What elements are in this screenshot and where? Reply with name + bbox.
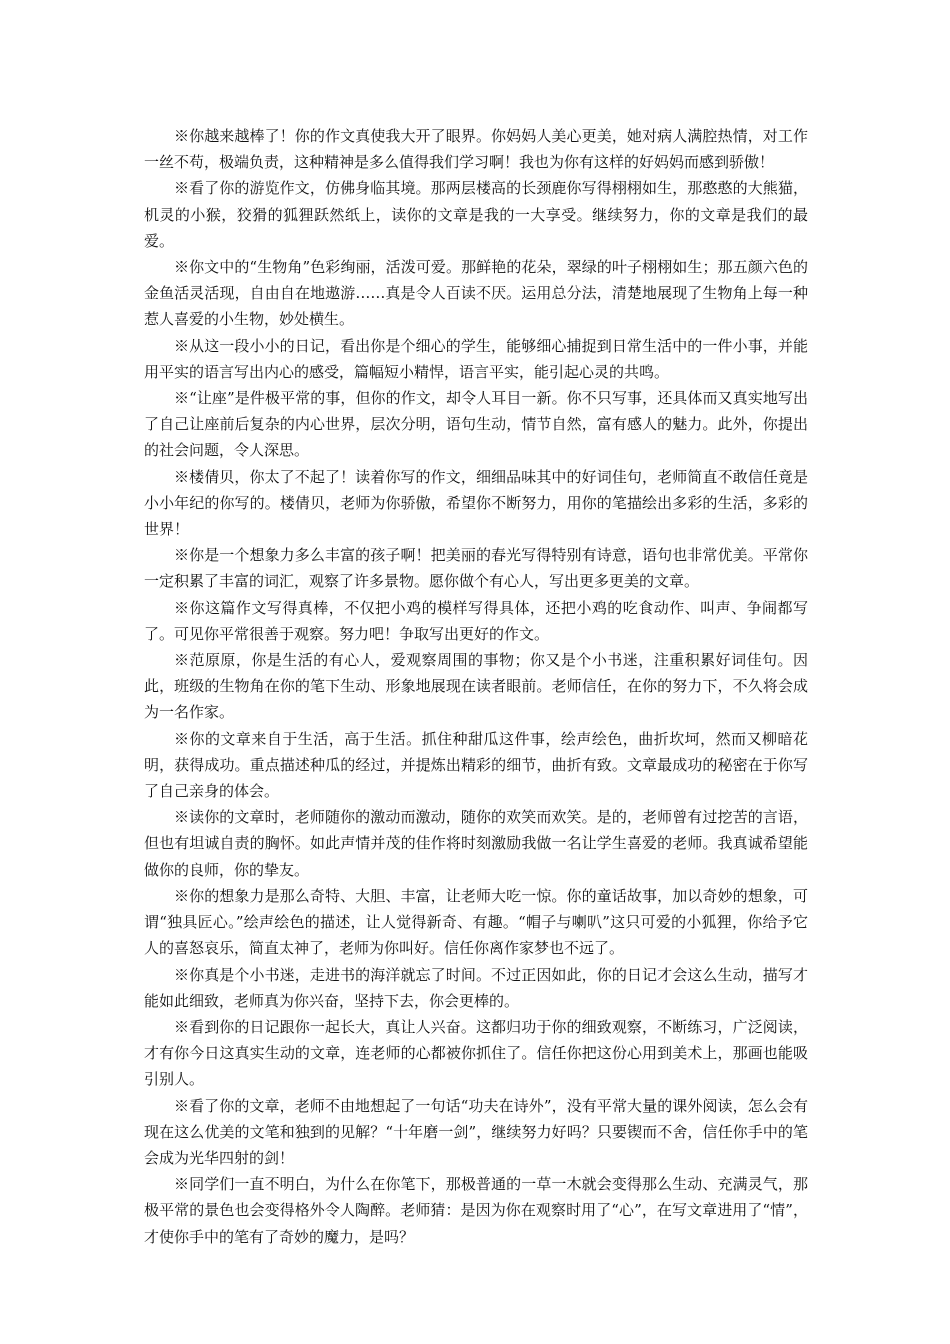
comment-paragraph-8: ※你这篇作文写得真棒，不仅把小鸡的模样写得具体，还把小鸡的吃食动作、叫声、争闹都写了。可见你平常很善于观察。努力吧！争取写出更好的作文。 [144, 598, 808, 643]
comment-paragraph-11: ※读你的文章时，老师随你的激动而激动，随你的欢笑而欢笑。是的，老师曾有过挖苦的言语，但也有坦诚自责的胸怀。如此声情并茂的佳作将时刻激励我做一名让学生喜爱的老师。我真诚希望能做你的良师，你的挚友。 [144, 808, 808, 879]
comment-paragraph-13: ※你真是个小书迷，走进书的海洋就忘了时间。不过正因如此，你的日记才会这么生动，描写才能如此细致，老师真为你兴奋，坚持下去，你会更棒的。 [144, 965, 808, 1010]
comment-paragraph-4: ※从这一段小小的日记，看出你是个细心的学生，能够细心捕捉到日常生活中的一件小事，并能用平实的语言写出内心的感受，篇幅短小精悍，语言平实，能引起心灵的共鸣。 [144, 336, 808, 381]
comment-paragraph-7: ※你是一个想象力多么丰富的孩子啊！把美丽的春光写得特别有诗意，语句也非常优美。平常你一定积累了丰富的词汇，观察了许多景物。愿你做个有心人，写出更多更美的文章。 [144, 546, 808, 591]
comment-paragraph-14: ※看到你的日记跟你一起长大，真让人兴奋。这都归功于你的细致观察，不断练习，广泛阅读，才有你今日这真实生动的文章，连老师的心都被你抓住了。信任你把这份心用到美术上，那画也能吸引别人。 [144, 1017, 808, 1089]
comment-paragraph-16: ※同学们一直不明白，为什么在你笔下，那极普通的一草一木就会变得那么生动、充满灵气，那极平常的景色也会变得格外令人陶醉。老师猜：是因为你在观察时用了“心”，在写文章进用了“情”，才使你手中的笔有了奇妙的魔力，是吗？ [144, 1175, 808, 1246]
comment-paragraph-2: ※看了你的游览作文，仿佛身临其境。那两层楼高的长颈鹿你写得栩栩如生，那憨憨的大熊猫，机灵的小猴，狡猾的狐狸跃然纸上，读你的文章是我的一大享受。继续努力，你的文章是我们的最爱。 [144, 179, 808, 250]
comment-paragraph-6: ※楼倩贝，你太了不起了！读着你写的作文，细细品味其中的好词佳句，老师简直不敢信任竟是小小年纪的你写的。楼倩贝，老师为你骄傲，希望你不断努力，用你的笔描绘出多彩的生活，多彩的世界！ [144, 467, 808, 539]
document-body [144, 123, 808, 1250]
comment-paragraph-3: ※你文中的“生物角”色彩绚丽，活泼可爱。那鲜艳的花朵，翠绿的叶子栩栩如生；那五颜六色的金鱼活灵活现，自由自在地遨游……真是令人百读不厌。运用总分法，清楚地展现了生物角上每一种惹人喜爱的小生物，妙处横生。 [144, 258, 808, 329]
comment-paragraph-12: ※你的想象力是那么奇特、大胆、丰富，让老师大吃一惊。你的童话故事，加以奇妙的想象，可谓“独具匠心。”绘声绘色的描述，让人觉得新奇、有趣。“帽子与喇叭”这只可爱的小狐狸，你给予它人的喜怒哀乐，简直太神了，老师为你叫好。信任你离作家梦也不远了。 [144, 886, 808, 958]
comment-paragraph-1: ※你越来越棒了！你的作文真使我大开了眼界。你妈妈人美心更美，她对病人满腔热情，对工作一丝不苟，极端负责，这种精神是多么值得我们学习啊！我也为你有这样的好妈妈而感到骄傲！ [144, 127, 808, 172]
comment-paragraph-5: ※“让座”是件极平常的事，但你的作文，却令人耳目一新。你不只写事，还具体而又真实地写出了自己让座前后复杂的内心世界，层次分明，语句生动，情节自然，富有感人的魅力。此外，你提出的社会问题，令人深思。 [144, 389, 808, 460]
comment-paragraph-15: ※看了你的文章，老师不由地想起了一句话“功夫在诗外”，没有平常大量的课外阅读，怎么会有现在这么优美的文笔和独到的见解？“十年磨一剑”，继续努力好吗？只要锲而不舍，信任你手中的笔会成为光华四射的剑！ [144, 1096, 808, 1167]
comment-paragraph-10: ※你的文章来自于生活，高于生活。抓住种甜瓜这件事，绘声绘色，曲折坎坷，然而又柳暗花明，获得成功。重点描述种瓜的经过，并提炼出精彩的细节，曲折有致。文章最成功的秘密在于你写了自己亲身的体会。 [144, 729, 808, 801]
comment-paragraph-9: ※范原原，你是生活的有心人，爱观察周围的事物；你又是个小书迷，注重积累好词佳句。因此，班级的生物角在你的笔下生动、形象地展现在读者眼前。老师信任，在你的努力下，不久将会成为一名作家。 [144, 651, 808, 722]
